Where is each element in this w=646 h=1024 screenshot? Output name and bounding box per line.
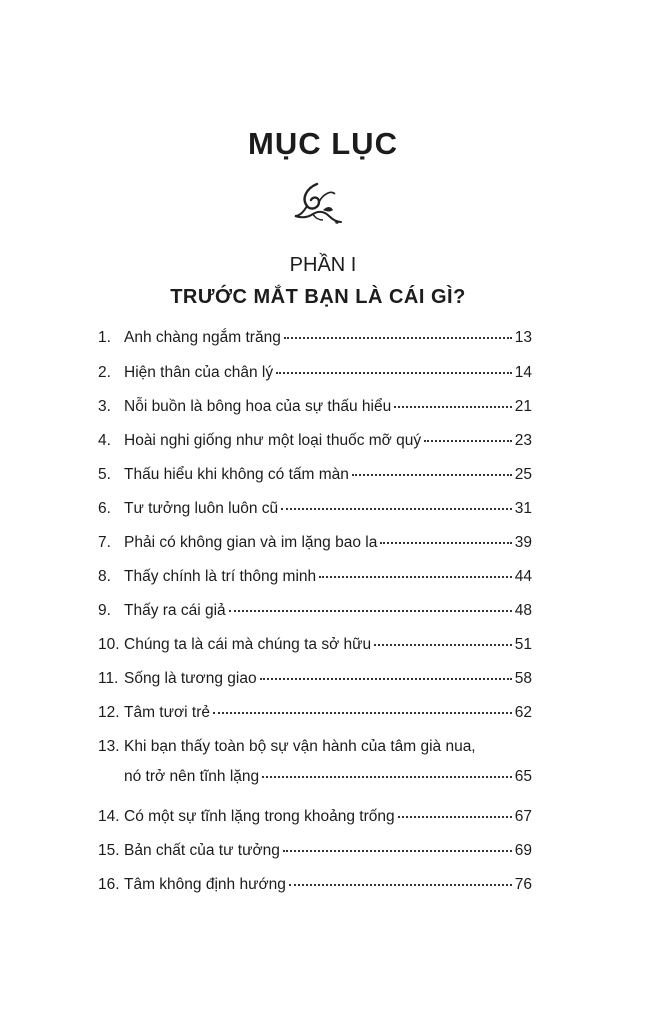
entry-line xyxy=(124,768,532,786)
entry-page-number: 23 xyxy=(514,432,532,449)
entry-line xyxy=(124,364,532,382)
entry-line xyxy=(124,602,532,620)
dot-leader xyxy=(352,474,512,476)
entry-number: 1. xyxy=(98,329,111,346)
dot-leader xyxy=(380,542,511,544)
entry-line xyxy=(124,500,532,518)
entry-page-number: 25 xyxy=(514,466,532,483)
entry-title: Hoài nghi giống như một loại thuốc mỡ quý xyxy=(124,432,422,449)
entry-number: 12. xyxy=(98,704,120,721)
entry-page-number: 51 xyxy=(514,636,532,653)
part-title: TRƯỚC MẮT BẠN LÀ CÁI GÌ? xyxy=(170,286,466,308)
toc-entry[interactable] xyxy=(98,427,532,457)
entry-title: Tư tưởng luôn luôn cũ xyxy=(124,500,279,517)
entry-page-number: 48 xyxy=(514,602,532,619)
entry-page-number: 65 xyxy=(514,768,532,785)
entry-number: 11. xyxy=(98,670,119,687)
dot-leader xyxy=(213,712,512,714)
toc-entry[interactable] xyxy=(98,359,532,389)
entry-line xyxy=(124,842,532,860)
dot-leader xyxy=(424,440,512,442)
entry-number: 2. xyxy=(98,364,111,381)
entry-title-line1: Khi bạn thấy toàn bộ sự vận hành của tâm già nua, xyxy=(124,738,476,755)
toc-entry[interactable] xyxy=(98,393,532,423)
toc-entry[interactable] xyxy=(98,495,532,525)
entry-page-number: 67 xyxy=(514,808,532,825)
entry-title: Tâm tươi trẻ xyxy=(124,704,210,721)
entry-page-number: 76 xyxy=(514,876,532,893)
entry-number: 3. xyxy=(98,398,111,415)
entry-line xyxy=(124,808,532,826)
dot-leader xyxy=(394,406,512,408)
toc-entry[interactable] xyxy=(98,733,532,793)
dot-leader xyxy=(276,372,512,374)
entry-title: Phải có không gian và im lặng bao la xyxy=(124,534,378,551)
entry-page-number: 58 xyxy=(514,670,532,687)
entry-page-number: 39 xyxy=(514,534,532,551)
entry-title: Có một sự tĩnh lặng trong khoảng trống xyxy=(124,808,395,825)
entry-number: 10. xyxy=(98,636,120,653)
entry-line xyxy=(124,398,532,416)
entry-title-line2: nó trở nên tĩnh lặng xyxy=(124,768,260,785)
entry-number: 14. xyxy=(98,808,120,825)
dot-leader xyxy=(284,337,512,339)
entry-number: 9. xyxy=(98,602,111,619)
entry-number: 7. xyxy=(98,534,111,551)
toc-entry[interactable] xyxy=(98,871,532,901)
entry-number: 4. xyxy=(98,432,111,449)
dot-leader xyxy=(319,576,512,578)
dot-leader xyxy=(262,776,512,778)
toc-entry[interactable] xyxy=(98,665,532,695)
toc-entry[interactable] xyxy=(98,563,532,593)
dot-leader xyxy=(229,610,512,612)
toc-entry[interactable] xyxy=(98,631,532,661)
entry-title: Hiện thân của chân lý xyxy=(124,364,274,381)
entry-line xyxy=(124,466,532,484)
entry-page-number: 62 xyxy=(514,704,532,721)
part-label: PHẦN I xyxy=(289,254,357,276)
dot-leader xyxy=(289,884,512,886)
dot-leader xyxy=(260,678,512,680)
toc-entry[interactable] xyxy=(98,461,532,491)
entry-page-number: 69 xyxy=(514,842,532,859)
entry-title: Anh chàng ngắm trăng xyxy=(124,329,281,346)
entry-page-number: 44 xyxy=(514,568,532,585)
dot-leader xyxy=(283,850,512,852)
entry-number: 15. xyxy=(98,842,120,859)
toc-entry[interactable] xyxy=(98,803,532,833)
toc-entry[interactable] xyxy=(98,837,532,867)
entry-line xyxy=(124,670,532,688)
entry-title: Thấu hiểu khi không có tấm màn xyxy=(124,466,349,483)
entry-line xyxy=(124,704,532,722)
floral-ornament-icon xyxy=(293,180,343,226)
toc-entry[interactable] xyxy=(98,324,532,354)
entry-number: 13. xyxy=(98,738,120,755)
dot-leader xyxy=(281,508,512,510)
entry-title: Tâm không định hướng xyxy=(124,876,286,893)
entry-line xyxy=(124,636,532,654)
entry-line xyxy=(124,329,532,347)
entry-number: 8. xyxy=(98,568,111,585)
dot-leader xyxy=(398,816,512,818)
entry-title: Chúng ta là cái mà chúng ta sở hữu xyxy=(124,636,372,653)
entry-line xyxy=(124,534,532,552)
entry-title: Thấy chính là trí thông minh xyxy=(124,568,317,585)
entry-line xyxy=(124,432,532,450)
toc-entry[interactable] xyxy=(98,529,532,559)
entry-page-number: 13 xyxy=(514,329,532,346)
toc-entry[interactable] xyxy=(98,699,532,729)
entry-line xyxy=(124,568,532,586)
entry-number: 6. xyxy=(98,500,111,517)
entry-title: Thấy ra cái giả xyxy=(124,602,226,619)
entry-title: Nỗi buồn là bông hoa của sự thấu hiểu xyxy=(124,398,392,415)
dot-leader xyxy=(374,644,512,646)
entry-page-number: 14 xyxy=(514,364,532,381)
entry-number: 5. xyxy=(98,466,111,483)
entry-page-number: 31 xyxy=(514,500,532,517)
entry-line xyxy=(124,876,532,894)
toc-entry[interactable] xyxy=(98,597,532,627)
entry-number: 16. xyxy=(98,876,120,893)
entry-title: Bản chất của tư tưởng xyxy=(124,842,280,859)
entry-title: Sống là tương giao xyxy=(124,670,257,687)
entry-page-number: 21 xyxy=(514,398,532,415)
page-title: MỤC LỤC xyxy=(248,126,398,161)
